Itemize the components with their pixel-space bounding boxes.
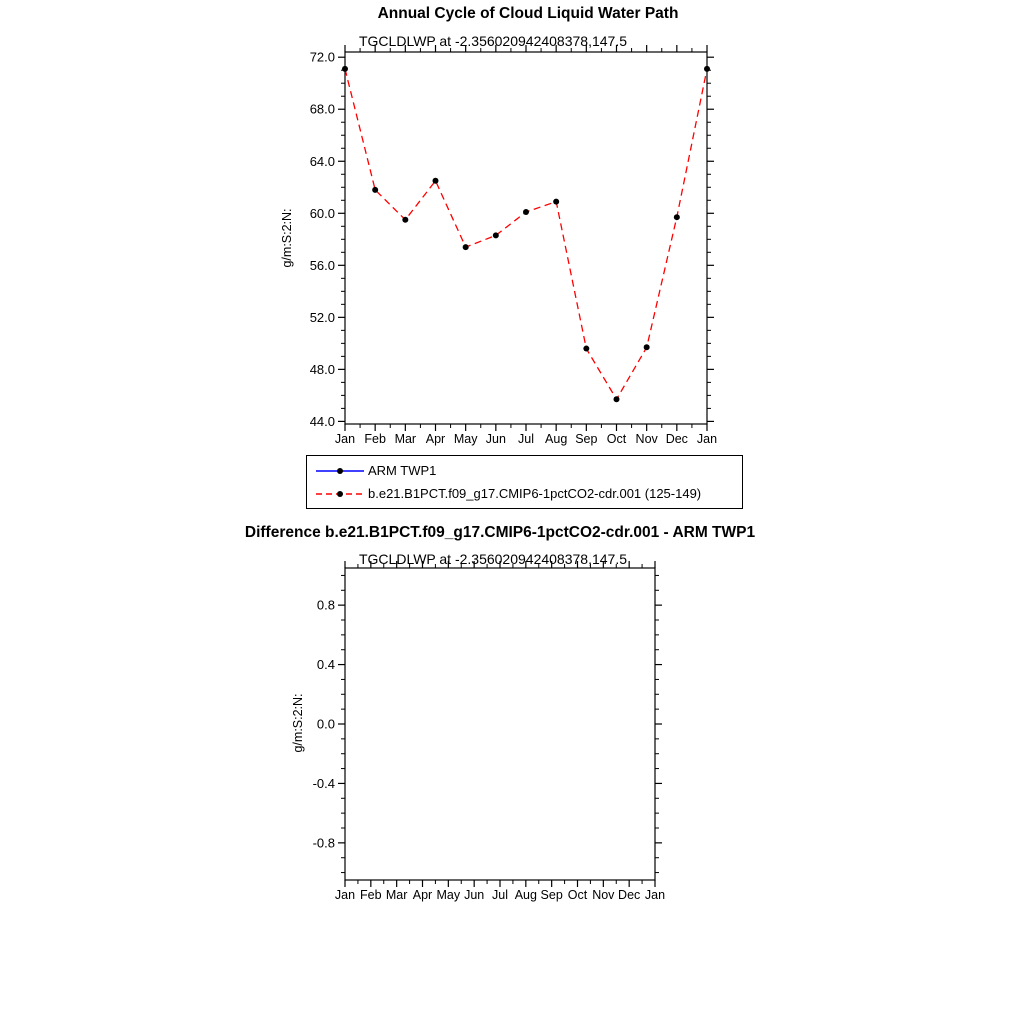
data-point <box>463 244 469 250</box>
svg-text:Jan: Jan <box>334 888 356 902</box>
svg-text:Sep: Sep <box>540 888 563 902</box>
legend-marker-dot <box>337 468 343 474</box>
svg-text:Apr: Apr <box>425 432 446 446</box>
data-point <box>523 209 529 215</box>
legend-label: ARM TWP1 <box>368 463 437 478</box>
svg-text:Mar: Mar <box>385 888 408 902</box>
svg-text:52.0: 52.0 <box>309 309 335 325</box>
bottom-chart-subtitle: TGCLDLWP at -2.356020942408378,147.5 <box>358 551 628 567</box>
legend-box <box>306 455 743 509</box>
svg-text:-0.4: -0.4 <box>312 775 335 791</box>
data-point <box>674 214 680 220</box>
svg-text:Aug: Aug <box>545 432 568 446</box>
series-line <box>345 69 707 399</box>
svg-text:68.0: 68.0 <box>309 101 335 117</box>
y-axis-ticks <box>338 57 714 421</box>
svg-text:Jun: Jun <box>464 888 485 902</box>
svg-text:Jan: Jan <box>334 432 356 446</box>
data-point <box>402 217 408 223</box>
svg-text:May: May <box>453 432 478 446</box>
x-axis-ticks <box>345 45 707 431</box>
svg-text:Feb: Feb <box>360 888 382 902</box>
y-axis-tick-labels <box>310 50 335 429</box>
data-point <box>583 346 589 352</box>
data-point <box>553 199 559 205</box>
data-point <box>493 232 499 238</box>
legend-marker-dot <box>337 491 343 497</box>
data-point <box>372 187 378 193</box>
y-axis-ticks <box>338 575 662 872</box>
svg-text:0.4: 0.4 <box>316 657 335 673</box>
svg-text:44.0: 44.0 <box>309 413 335 429</box>
data-point <box>704 66 710 72</box>
svg-text:56.0: 56.0 <box>309 257 335 273</box>
svg-text:Jul: Jul <box>518 432 534 446</box>
svg-text:Oct: Oct <box>606 432 627 446</box>
data-point <box>644 344 650 350</box>
svg-text:Sep: Sep <box>575 432 598 446</box>
legend-line-sample <box>315 465 365 477</box>
svg-text:Nov: Nov <box>635 432 658 446</box>
svg-text:Dec: Dec <box>665 432 688 446</box>
data-point <box>614 396 620 402</box>
legend-line-sample <box>315 488 365 500</box>
top-chart-subtitle: TGCLDLWP at -2.356020942408378,147.5 <box>358 33 628 49</box>
svg-text:Jun: Jun <box>485 432 506 446</box>
svg-text:-0.8: -0.8 <box>312 835 335 851</box>
bottom-chart-title: Difference b.e21.B1PCT.f09_g17.CMIP6-1pctCO2-cdr.001 - ARM TWP1 <box>244 524 756 541</box>
svg-text:Oct: Oct <box>567 888 588 902</box>
svg-text:64.0: 64.0 <box>309 153 335 169</box>
legend-item <box>307 482 742 505</box>
x-axis-tick-labels <box>335 888 665 902</box>
svg-text:Dec: Dec <box>618 888 641 902</box>
data-point <box>342 66 348 72</box>
svg-text:0.0: 0.0 <box>316 716 335 732</box>
svg-text:Aug: Aug <box>514 888 537 902</box>
svg-text:Jan: Jan <box>644 888 666 902</box>
data-point <box>433 178 439 184</box>
svg-text:0.8: 0.8 <box>316 597 335 613</box>
legend-label: b.e21.B1PCT.f09_g17.CMIP6-1pctCO2-cdr.001 (125-149) <box>368 486 702 501</box>
svg-text:Nov: Nov <box>592 888 615 902</box>
svg-text:Feb: Feb <box>364 432 386 446</box>
bottom-chart-y-axis-label: g/m:S:2:N: <box>291 693 305 753</box>
svg-text:Mar: Mar <box>394 432 417 446</box>
x-axis-tick-labels <box>335 432 717 446</box>
svg-text:60.0: 60.0 <box>309 205 335 221</box>
svg-text:May: May <box>436 888 461 902</box>
svg-text:48.0: 48.0 <box>309 361 335 377</box>
svg-text:Jul: Jul <box>492 888 508 902</box>
svg-text:72.0: 72.0 <box>309 49 335 65</box>
y-axis-tick-labels <box>313 598 335 851</box>
legend-item <box>307 459 742 482</box>
chart-frame <box>345 568 655 880</box>
x-axis-ticks <box>345 561 655 887</box>
chart-frame <box>345 52 707 424</box>
svg-text:Apr: Apr <box>412 888 433 902</box>
top-chart-title: Annual Cycle of Cloud Liquid Water Path <box>377 5 679 22</box>
data-series <box>342 66 710 402</box>
top-chart-y-axis-label: g/m:S:2:N: <box>280 208 294 268</box>
svg-text:Jan: Jan <box>696 432 718 446</box>
